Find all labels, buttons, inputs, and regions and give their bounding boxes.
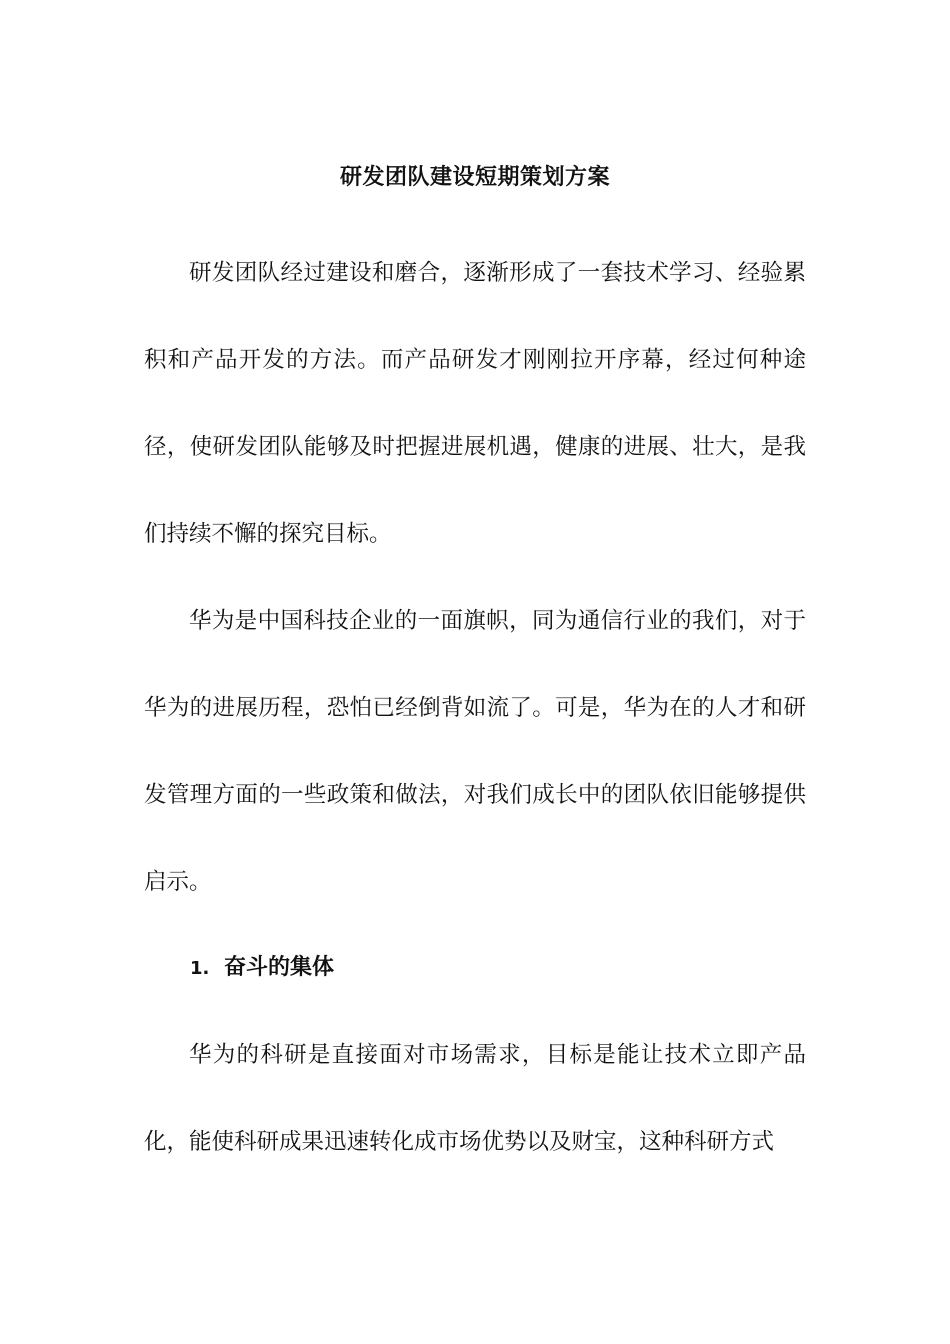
paragraph-research: 华为的科研是直接面对市场需求，目标是能让技术立即产品化，能使科研成果迅速转化成市场优势以及财宝，这种科研方式: [144, 1042, 806, 1155]
section-number: 1.: [190, 958, 210, 979]
section-heading: [190, 950, 334, 981]
document-title: 研发团队建设短期策划方案: [339, 165, 610, 190]
paragraph-huawei: 华为是中国科技企业的一面旗帜，同为通信行业的我们，对于华为的进展历程，恐怕已经倒背如流了。可是，华为在的人才和研发管理方面的一些政策和做法，对我们成长中的团队依旧能够提供启示。: [144, 608, 806, 895]
section-title: 奋斗的集体: [224, 955, 335, 980]
paragraph-intro: 研发团队经过建设和磨合，逐渐形成了一套技术学习、经验累积和产品开发的方法。而产品研发才刚刚拉开序幕，经过何种途径，使研发团队能够及时把握进展机遇，健康的进展、壮大，是我们持续不懈的探究目标。: [144, 260, 806, 547]
